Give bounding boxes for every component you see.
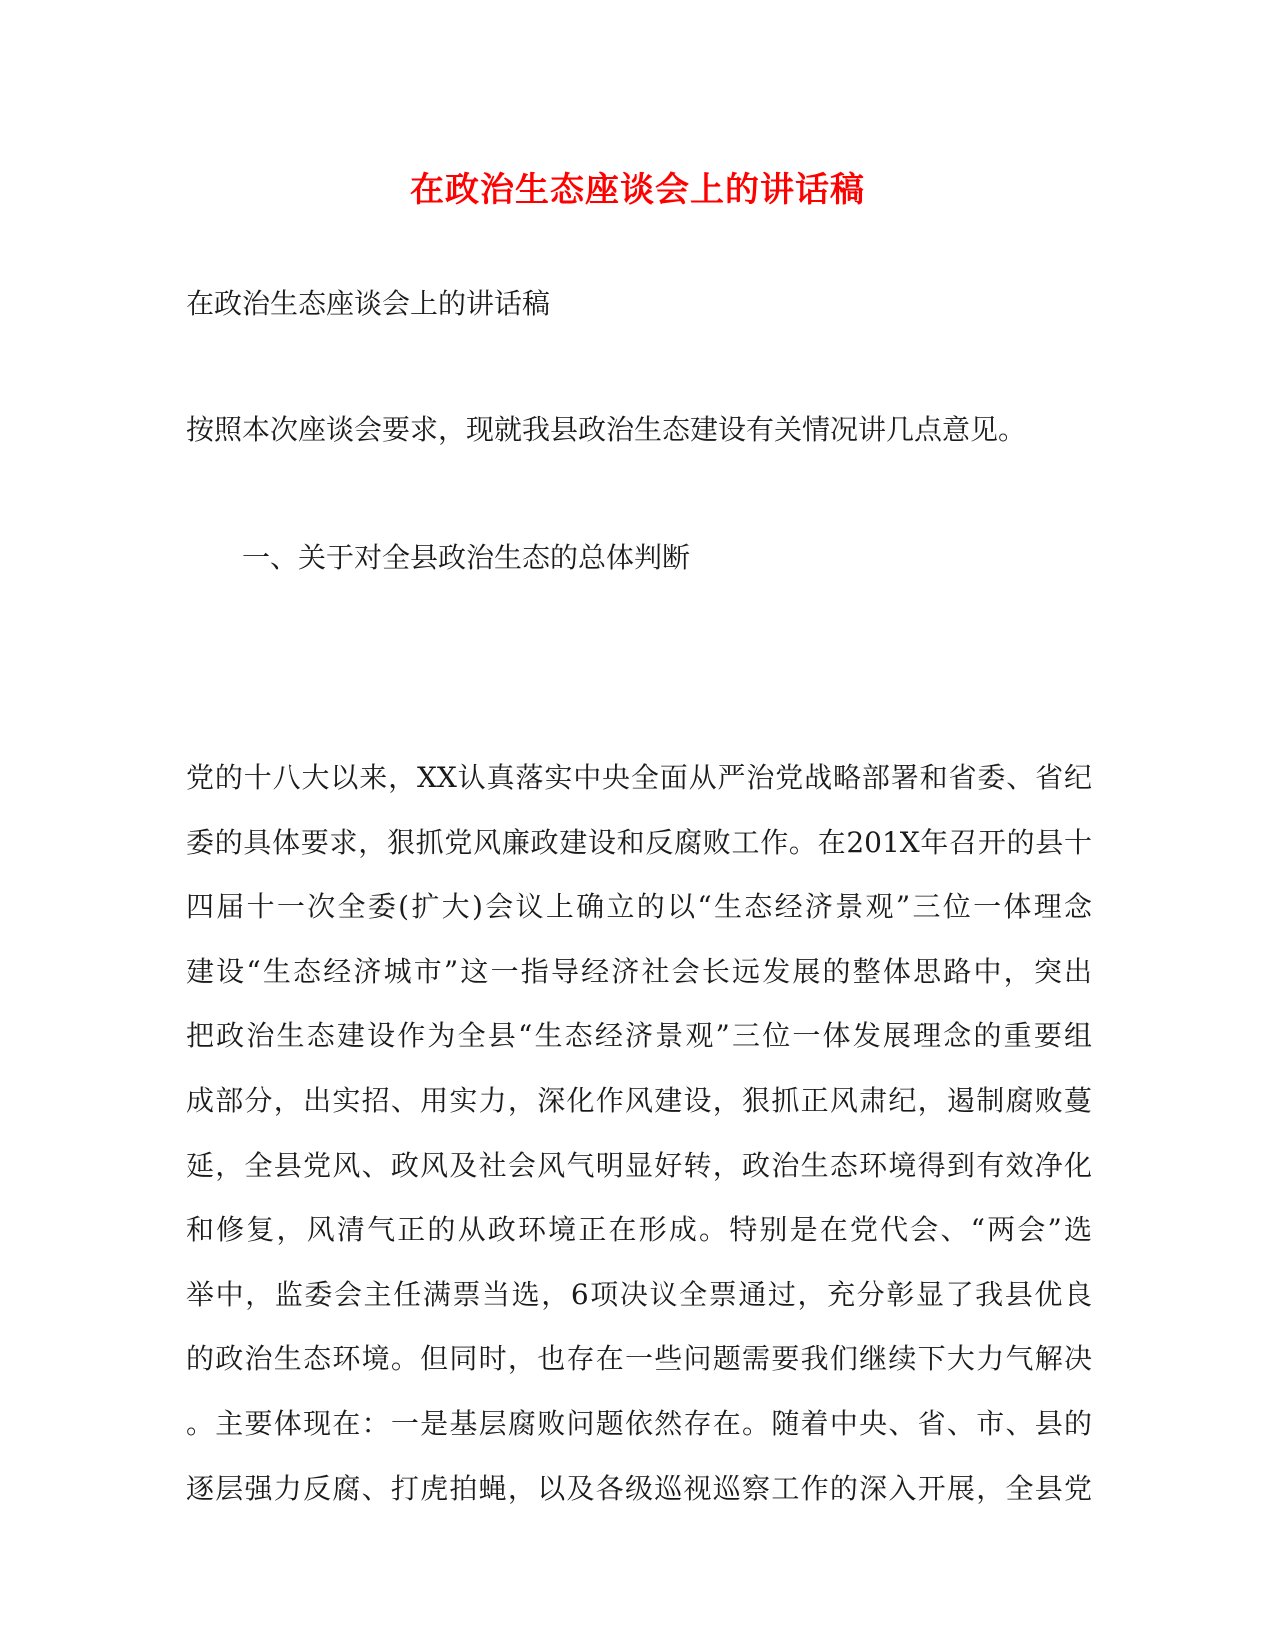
section-heading: 一、关于对全县政治生态的总体判断 xyxy=(242,541,691,574)
body-line: 。主要体现在：一是基层腐败问题依然存在。随着中央、省、市、县的 xyxy=(186,1406,1092,1440)
body-line: 党的十八大以来，XX认真落实中央全面从严治党战略部署和省委、省纪 xyxy=(186,761,1092,794)
intro-paragraph: 按照本次座谈会要求，现就我县政治生态建设有关情况讲几点意见。 xyxy=(186,413,1027,446)
body-line: 四届十一次全委(扩大)会议上确立的以“生态经济景观”三位一体理念 xyxy=(186,890,1092,924)
body-line: 和修复，风清气正的从政环境正在形成。特别是在党代会、“两会”选 xyxy=(186,1213,1092,1247)
body-line: 把政治生态建设作为全县“生态经济景观”三位一体发展理念的重要组 xyxy=(186,1019,1092,1053)
body-line: 延，全县党风、政风及社会风气明显好转，政治生态环境得到有效净化 xyxy=(186,1148,1092,1182)
body-paragraph xyxy=(186,746,1092,1521)
body-line: 的政治生态环境。但同时，也存在一些问题需要我们继续下大力气解决 xyxy=(186,1342,1092,1376)
document-title: 在政治生态座谈会上的讲话稿 xyxy=(410,170,865,210)
document-subtitle: 在政治生态座谈会上的讲话稿 xyxy=(186,287,551,320)
body-line: 举中，监委会主任满票当选，6项决议全票通过，充分彰显了我县优良 xyxy=(186,1277,1092,1311)
body-line: 逐层强力反腐、打虎拍蝇，以及各级巡视巡察工作的深入开展，全县党 xyxy=(186,1471,1092,1505)
body-line: 委的具体要求，狠抓党风廉政建设和反腐败工作。在201X年召开的县十 xyxy=(186,825,1092,859)
body-line: 建设“生态经济城市”这一指导经济社会长远发展的整体思路中，突出 xyxy=(186,954,1092,988)
body-line: 成部分，出实招、用实力，深化作风建设，狠抓正风肃纪，遏制腐败蔓 xyxy=(186,1083,1092,1117)
